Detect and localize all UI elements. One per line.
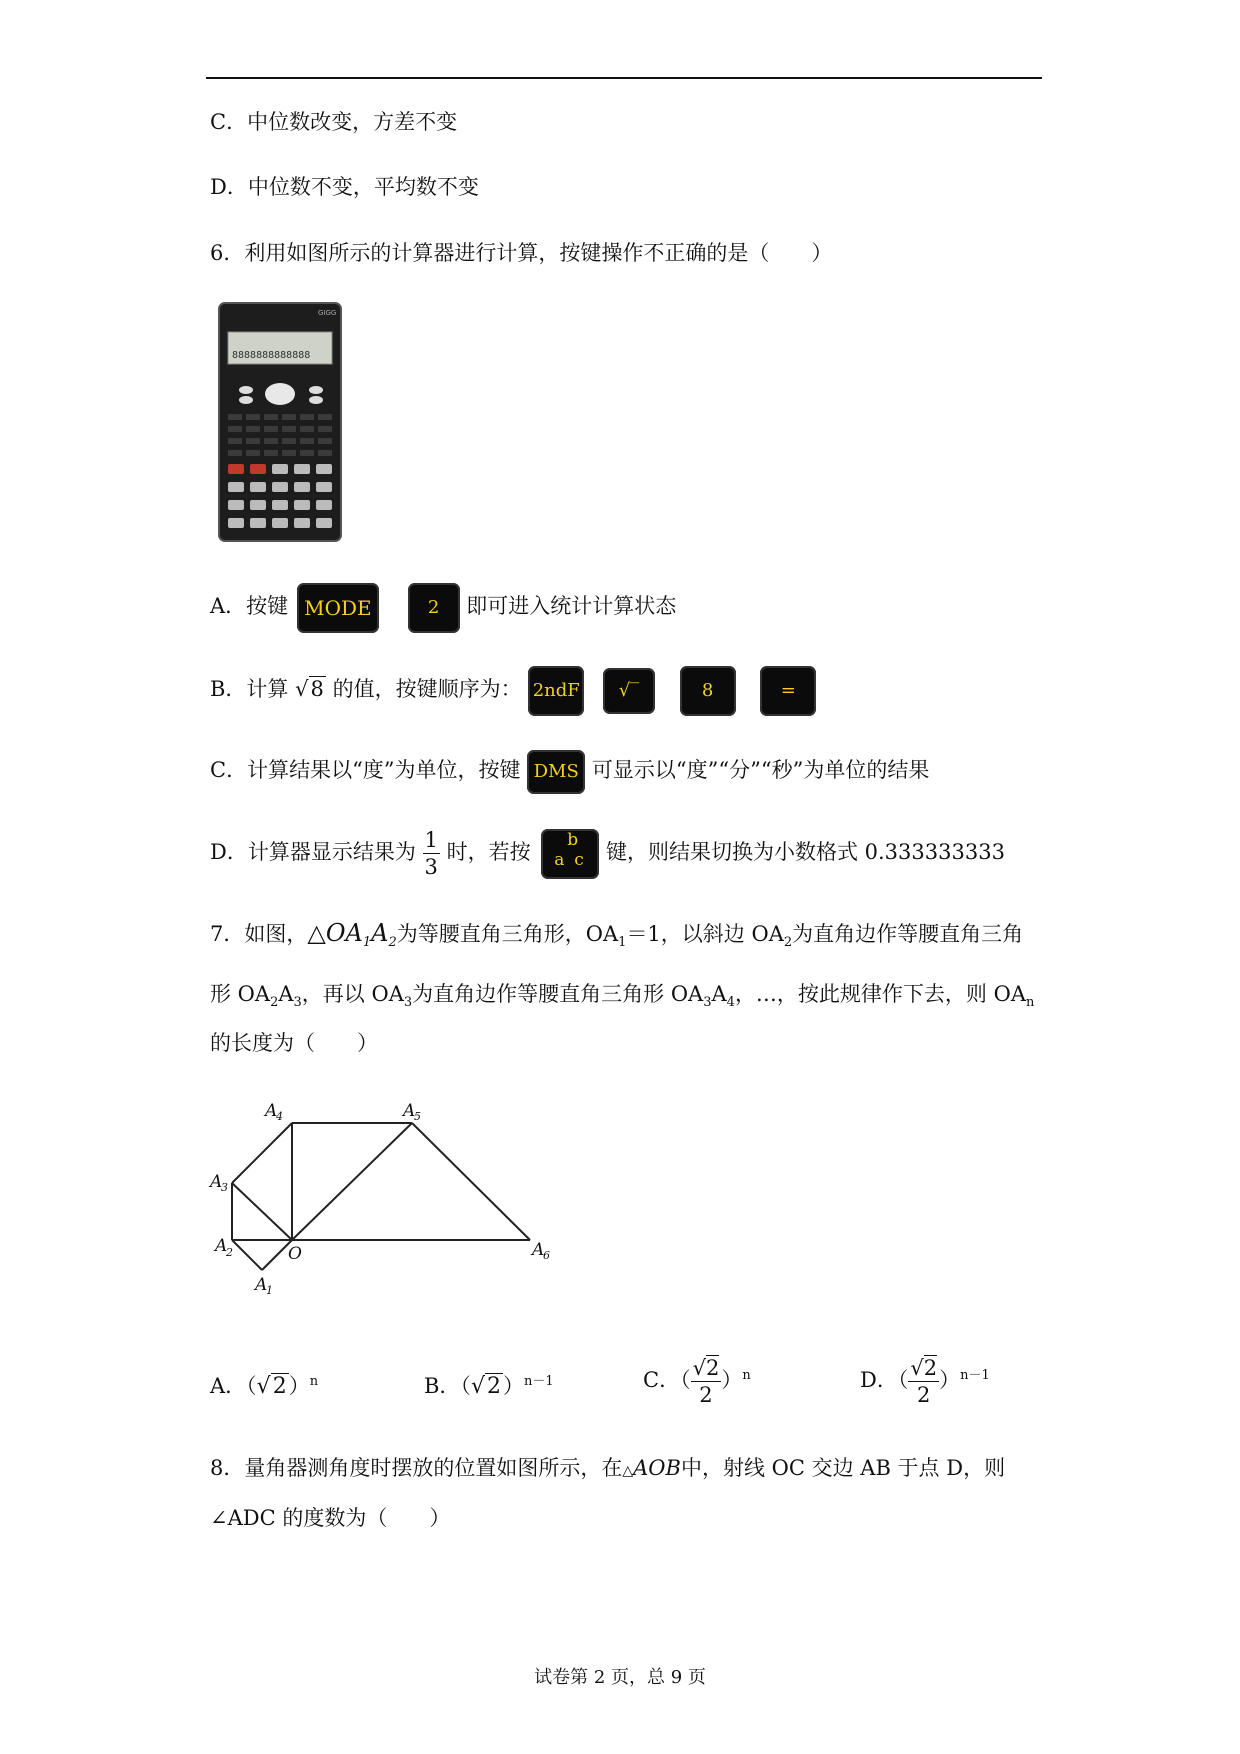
question-8-line2: ∠ADC 的度数为（ ） [210, 1506, 451, 1530]
option-6c [210, 748, 929, 792]
label-a6: A [532, 1240, 545, 1260]
option-6a-suffix: 即可进入统计计算状态 [466, 594, 677, 618]
option-7c: C．（ $\frac{√2}{2}$ ）$^n$ [643, 1355, 751, 1407]
triangle-spiral-figure [205, 1085, 565, 1295]
question-8-line1: 8．量角器测角度时摆放的位置如图所示，在△AOB中，射线 OC 交边 AB 于点 D，则 [210, 1456, 1006, 1480]
option-6b-middle: 的值，按键顺序为： [332, 677, 522, 701]
option-6c-suffix: 可显示以“度”“分”“秒”为单位的结果 [591, 758, 930, 782]
label-a4-sub: 4 [276, 1110, 283, 1123]
abc-key: b a c [541, 829, 599, 879]
label-a2-sub: 2 [226, 1246, 233, 1259]
sqrt-key: √‾ [603, 668, 655, 714]
mode-key: MODE [297, 583, 379, 633]
equals-key: = [760, 666, 816, 716]
option-7a: A．$(√2)^n$ [210, 1374, 319, 1399]
page-footer: 试卷第 2 页，总 9 页 [534, 1667, 706, 1688]
label-a5: A [403, 1101, 416, 1121]
label-a1-sub: 1 [266, 1284, 273, 1295]
calc-display: 8888888888888 [232, 350, 311, 361]
question-7-line2: 形 $OA_2A_3$，再以 $OA_3$为直角边作等腰直角三角形 $OA_3A_4$，…，按此规律作下去，则 $OA_n$ [210, 982, 1035, 1011]
label-a2: A [215, 1236, 228, 1256]
option-6d-middle: 时，若按 [446, 840, 531, 864]
option-7d: D．（ $\frac{√2}{2}$ ）$^{n-1}$ [860, 1355, 990, 1407]
option-6b [210, 662, 816, 716]
option-6a-prefix: A．按键 [210, 594, 289, 618]
key-8: 8 [680, 666, 736, 716]
option-6d [210, 822, 1005, 882]
option-6b-prefix: B．计算 [210, 677, 289, 701]
option-5c: C．中位数改变，方差不变 [210, 110, 458, 134]
dms-key: DMS [527, 750, 585, 794]
label-a5-sub: 5 [414, 1110, 421, 1123]
2ndf-key: 2ndF [528, 666, 584, 716]
label-a3-sub: 3 [221, 1181, 228, 1194]
calc-brand: GIGG [318, 309, 337, 317]
option-6d-suffix: 键，则结果切换为小数格式 0.333333333 [605, 840, 1005, 864]
question-7-line3: 的长度为（ ） [210, 1031, 378, 1055]
option-6d-prefix: D．计算器显示结果为 [210, 840, 416, 864]
calculator-image [218, 302, 342, 542]
option-7b: B．$(√2)^{n-1}$ [424, 1374, 554, 1399]
label-o: O [288, 1244, 302, 1264]
fraction-one-third: $\frac{1}{3}$ [424, 827, 438, 879]
question-7-line1: 7．如图，$\triangle OA_1A_2$为等腰直角三角形，$OA_1=1$，以斜边 $OA_2$为直角边作等腰直角三角 [210, 919, 1024, 951]
option-5d: D．中位数不变，平均数不变 [210, 175, 479, 199]
label-a1: A [255, 1275, 268, 1295]
question-6-stem: 6．利用如图所示的计算器进行计算，按键操作不正确的是（ ） [210, 241, 833, 265]
header-rule [206, 77, 1042, 79]
option-6c-prefix: C．计算结果以“度”为单位，按键 [210, 758, 521, 782]
sqrt-8: √8 [295, 677, 324, 701]
label-a6-sub: 6 [543, 1249, 550, 1262]
option-6a [210, 580, 676, 632]
key-2: 2 [408, 583, 460, 633]
label-a4: A [265, 1101, 278, 1121]
label-a3: A [210, 1172, 223, 1192]
